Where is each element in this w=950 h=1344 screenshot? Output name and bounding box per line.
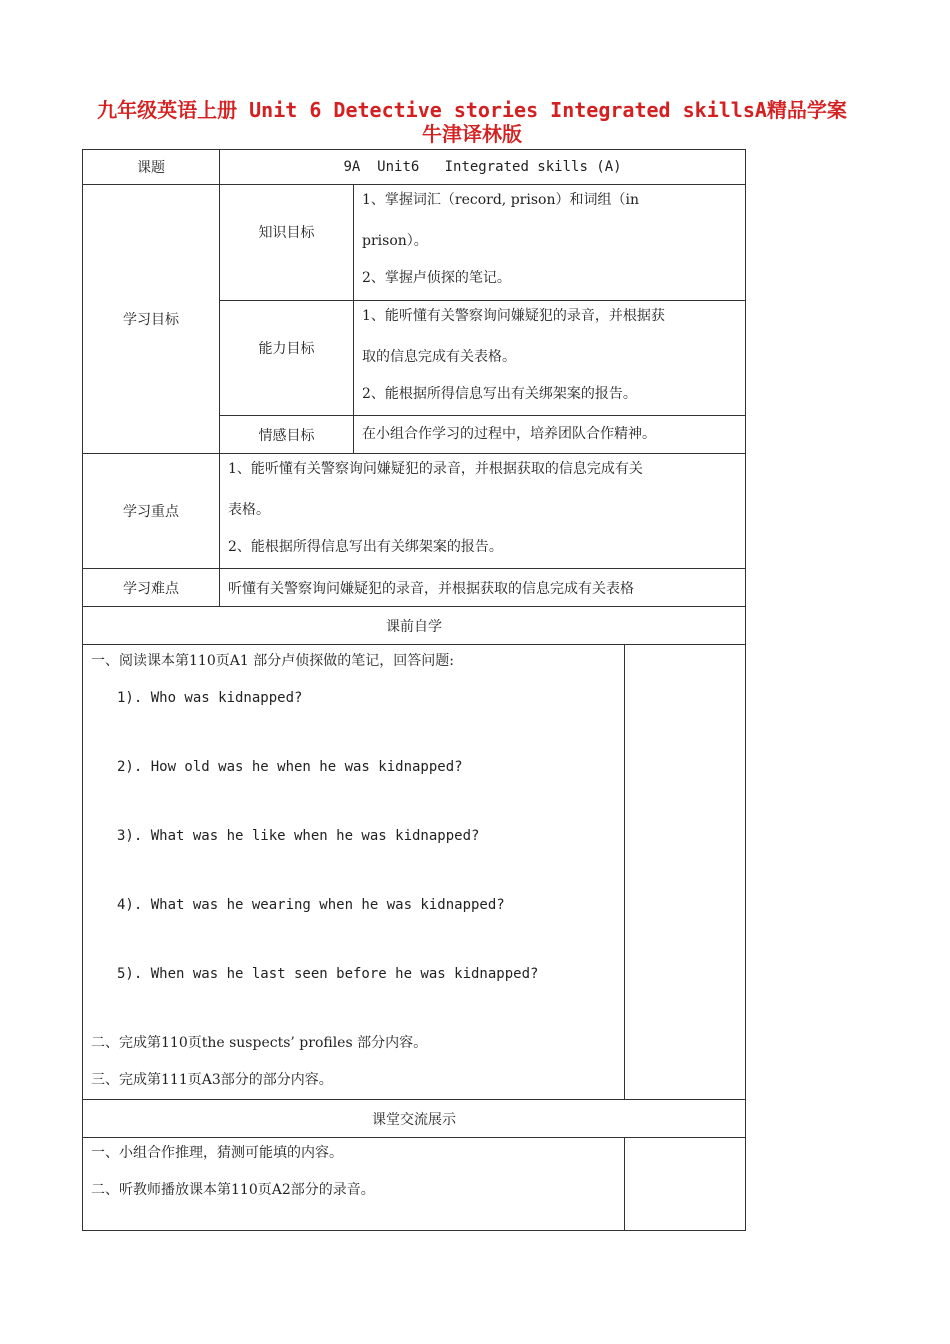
lesson-plan-table xyxy=(82,149,746,1231)
ability-objective-content xyxy=(354,301,746,416)
ability-line-3: 2、能根据所得信息写出有关绑架案的报告。 xyxy=(362,386,637,402)
preview-question-2: 2). How old was he when he was kidnapped? xyxy=(117,759,463,775)
classroom-item-1: 一、小组合作推理，猜测可能填的内容。 xyxy=(91,1145,343,1161)
preview-task-3: 三、完成第111页A3部分的部分内容。 xyxy=(91,1072,333,1088)
document-title: 九年级英语上册 Unit 6 Detective stories Integrated skillsA精品学案 牛津译林版 xyxy=(97,98,847,146)
key-points-line-3: 2、能根据所得信息写出有关绑架案的报告。 xyxy=(228,539,503,555)
knowledge-objective-row xyxy=(83,185,746,301)
preview-question-5: 5). When was he last seen before he was kidnapped? xyxy=(117,966,539,982)
classroom-content xyxy=(83,1138,625,1231)
classroom-item-2: 二、听教师播放课本第110页A2部分的录音。 xyxy=(91,1182,375,1198)
key-points-line-1: 1、能听懂有关警察询问嫌疑犯的录音，并根据获取的信息完成有关 xyxy=(228,461,643,477)
objectives-label: 学习目标 xyxy=(83,185,220,454)
emotion-objective-label: 情感目标 xyxy=(220,416,354,454)
knowledge-objective-content xyxy=(354,185,746,301)
key-points-row xyxy=(83,454,746,569)
knowledge-objective-label: 知识目标 xyxy=(220,185,354,301)
preview-header-row xyxy=(83,607,746,645)
preview-question-1: 1). Who was kidnapped? xyxy=(117,690,303,706)
classroom-header: 课堂交流展示 xyxy=(83,1100,746,1138)
difficulties-content: 听懂有关警察询问嫌疑犯的录音，并根据获取的信息完成有关表格 xyxy=(220,569,746,607)
preview-intro: 一、阅读课本第110页A1 部分卢侦探做的笔记，回答问题: xyxy=(91,653,454,669)
difficulties-row xyxy=(83,569,746,607)
topic-label: 课题 xyxy=(83,150,220,185)
topic-row xyxy=(83,150,746,185)
classroom-notes-cell xyxy=(625,1138,746,1231)
topic-value: 9A Unit6 Integrated skills (A) xyxy=(220,150,746,185)
classroom-content-row xyxy=(83,1138,746,1231)
classroom-header-row xyxy=(83,1100,746,1138)
preview-task-2: 二、完成第110页the suspects’ profiles 部分内容。 xyxy=(91,1035,428,1051)
knowledge-line-2: prison）。 xyxy=(362,233,428,249)
ability-line-2: 取的信息完成有关表格。 xyxy=(362,349,516,365)
knowledge-line-1: 1、掌握词汇（record, prison）和词组（in xyxy=(362,192,639,208)
ability-line-1: 1、能听懂有关警察询问嫌疑犯的录音，并根据获 xyxy=(362,308,665,324)
preview-question-4: 4). What was he wearing when he was kidnapped? xyxy=(117,897,505,913)
preview-header: 课前自学 xyxy=(83,607,746,645)
emotion-objective-content: 在小组合作学习的过程中，培养团队合作精神。 xyxy=(354,416,746,454)
key-points-line-2: 表格。 xyxy=(228,502,270,518)
ability-objective-label: 能力目标 xyxy=(220,301,354,416)
key-points-content xyxy=(220,454,746,569)
preview-notes-cell xyxy=(625,645,746,1100)
key-points-label: 学习重点 xyxy=(83,454,220,569)
preview-question-3: 3). What was he like when he was kidnapped? xyxy=(117,828,480,844)
knowledge-line-3: 2、掌握卢侦探的笔记。 xyxy=(362,270,511,286)
preview-content xyxy=(83,645,625,1100)
preview-content-row xyxy=(83,645,746,1100)
difficulties-label: 学习难点 xyxy=(83,569,220,607)
